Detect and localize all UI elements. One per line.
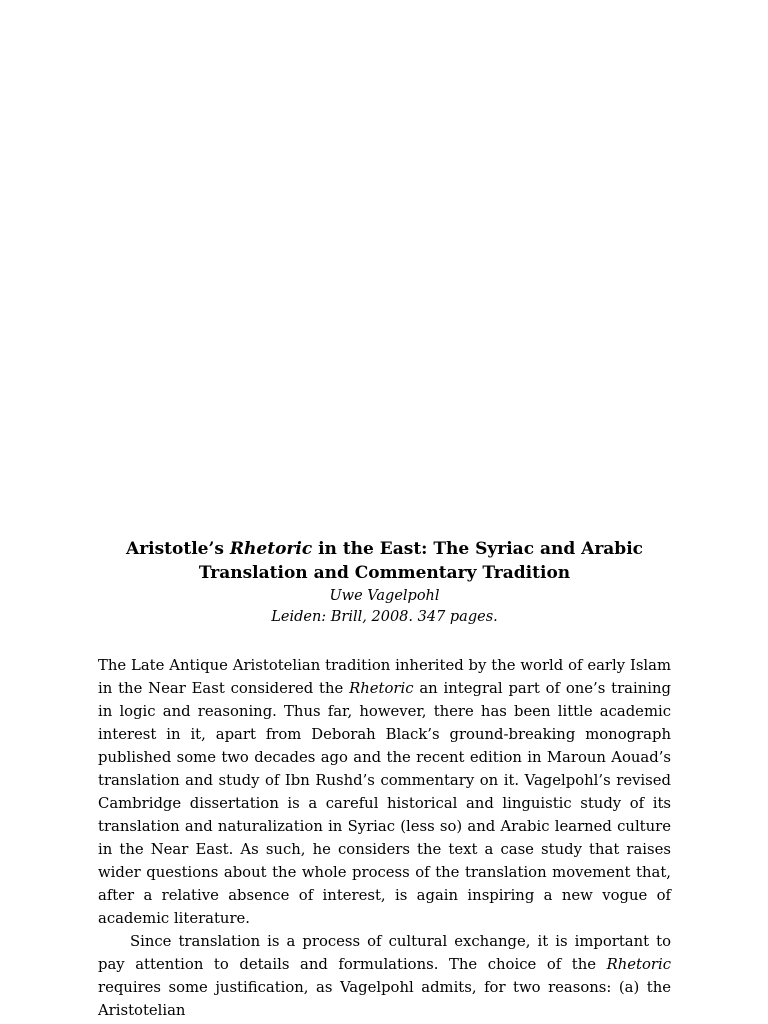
paragraph-2-text-b: requires some justification, as Vagelpohl admits, for two reasons: (a) the Aristotelian (98, 979, 671, 1019)
title-italic: Rhetoric (229, 539, 313, 559)
review-title (98, 537, 671, 585)
review-body (98, 654, 671, 1022)
title-part-2: in the East: The Syriac and Arabic Translation and Commentary Tradition (198, 539, 643, 583)
author-name: Uwe Vagelpohl (329, 588, 440, 604)
paragraph-1 (98, 654, 671, 930)
paragraph-2-text-a: Since translation is a process of cultural exchange, it is important to pay attention to details and formulations. The choice of the (98, 933, 671, 973)
paragraph-1-italic: Rhetoric (349, 680, 414, 697)
paragraph-2 (98, 930, 671, 1022)
review-header (98, 537, 671, 628)
paragraph-1-text-b: an integral part of one’s training in logic and reasoning. Thus far, however, there has been little academic interest in it, apart from Deborah Black’s ground-breaking monograph published some two decades ago and the recent edition in Maroun Aouad’s translation and study of Ibn Rushd’s commentary on it. Vagelpohl’s revised Cambridge dissertation is a careful historical and linguistic study of its translation and naturalization in Syriac (less so) and Arabic learned culture in the Near East. As such, he considers the text a case study that raises wider questions about the whole process of the translation movement that, after a relative absence of interest, is again inspiring a new vogue of academic literature. (98, 680, 672, 927)
publication-info: Leiden: Brill, 2008. 347 pages. (271, 609, 498, 625)
title-part-1: Aristotle’s (126, 539, 230, 559)
paragraph-2-italic: Rhetoric (606, 956, 671, 973)
paragraph-1-text-a: The Late Antique Aristotelian tradition inherited by the world of early Islam in the Near East considered the (98, 657, 671, 697)
